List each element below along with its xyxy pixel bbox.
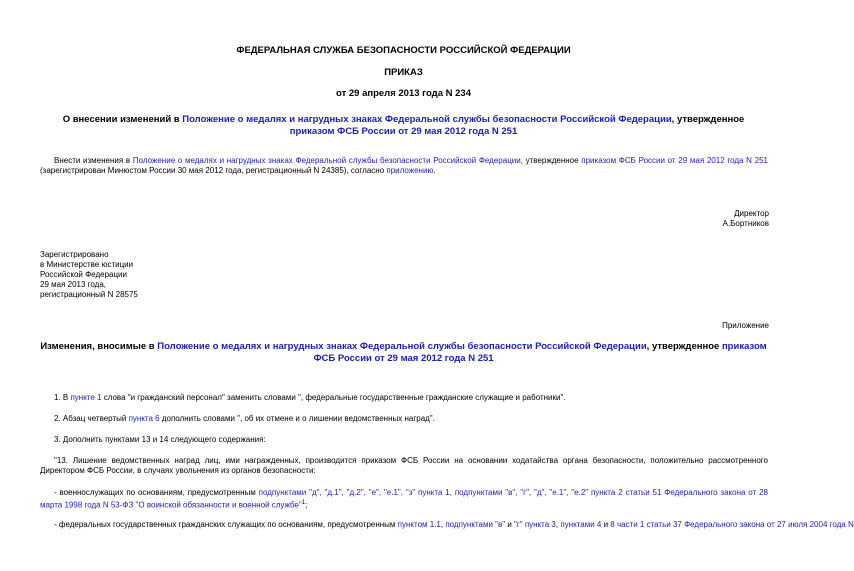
registration-line-2: в Министерстве юстиции: [40, 260, 134, 269]
document-type: ПРИКАЗ: [384, 67, 423, 78]
item-1-text-a: 1. В: [54, 393, 71, 402]
intro-text-3: (зарегистрирован Минюстом России 30 мая 2012 года, регистрационный N 24385), согласно: [40, 166, 387, 175]
intro-order-link[interactable]: приказом ФСБ России от 29 мая 2012 года N 251: [581, 156, 769, 165]
bullet-civil-sep-3: ,: [555, 520, 561, 529]
intro-paragraph: [40, 156, 768, 176]
intro-appendix-link[interactable]: приложению: [386, 166, 434, 175]
intro-regulation-link[interactable]: Положение о медалях и нагрудных знаках Федеральной службы безопасности Российской Федерации: [132, 156, 521, 165]
item-1-text-b: слова "и гражданский персонал" заменить словами ", федеральные государственные гражданские служащие и работники".: [101, 393, 566, 402]
signature-block: [723, 209, 769, 229]
intro-text-1: Внести изменения в: [54, 156, 133, 165]
signature-position: Директор: [734, 209, 769, 218]
title-regulation-link[interactable]: Положение о медалях и нагрудных знаках Федеральной службы безопасности Российской Федерации: [182, 114, 672, 125]
changes-title-mid: , утвержденное: [646, 341, 722, 352]
registration-line-5: регистрационный N 28575: [40, 290, 138, 299]
changes-title-order-link[interactable]: приказом ФСБ России от 29 мая 2012 года N 251: [313, 341, 767, 364]
document-date-number: от 29 апреля 2013 года N 234: [336, 88, 471, 99]
signature-name: А.Бортников: [722, 219, 769, 228]
changes-title-regulation-link[interactable]: Положение о медалях и нагрудных знаках Федеральной службы безопасности Российской Федерации: [157, 341, 647, 352]
bullet-military-law-link[interactable]: подпунктами "д", "д.1", "д.2", "е", "е.1", "з" пункта 1, подпунктами "в", "г", "д", "е.1", "е.2" пункта 2 статьи 51 Федерального закона от 28 марта 1998 года N 53-ФЗ "О воинской обязанности и военной службе": [40, 488, 768, 510]
bullet-civil-sep-2: и: [505, 520, 515, 529]
item-3: 3. Дополнить пунктами 13 и 14 следующего содержания:: [54, 435, 266, 444]
bullet-civil-servants: [54, 520, 854, 530]
bullet-civil-sep-4: и: [601, 520, 611, 529]
item-2-text-b: дополнить словами ", об их отмене и о лишении ведомственных наград".: [159, 414, 435, 423]
bullet-civil-link-3[interactable]: "г" пункта 3: [514, 520, 556, 529]
order-title: [40, 114, 767, 138]
registration-block: [40, 250, 138, 300]
title-prefix: О внесении изменений в: [62, 114, 183, 125]
bullet-civil-link-1[interactable]: пунктом 1.1: [397, 520, 441, 529]
item-1: [54, 393, 768, 403]
item-2-link[interactable]: пункта 6: [128, 414, 160, 423]
bullet-civil-link-4[interactable]: пунктами 4: [560, 520, 602, 529]
intro-text-4: .: [433, 166, 436, 175]
changes-title: [40, 341, 767, 365]
agency-heading: ФЕДЕРАЛЬНАЯ СЛУЖБА БЕЗОПАСНОСТИ РОССИЙСКОЙ ФЕДЕРАЦИИ: [236, 45, 571, 56]
bullet-military-text-a: - военнослужащих по основаниям, предусмотренным: [54, 488, 259, 497]
bullet-civil-sep-1: ,: [440, 520, 446, 529]
item-1-link[interactable]: пункте 1: [70, 393, 102, 402]
registration-line-1: Зарегистрировано: [40, 250, 109, 259]
registration-line-4: 29 мая 2013 года,: [40, 280, 106, 289]
intro-text-2: , утвержденное: [520, 156, 582, 165]
bullet-military-footnote[interactable]: 1: [301, 500, 306, 506]
changes-title-prefix: Изменения, вносимые в: [40, 341, 158, 352]
item-2: [54, 414, 768, 424]
title-mid: , утвержденное: [671, 114, 745, 125]
registration-line-3: Российской Федерации: [40, 270, 127, 279]
bullet-civil-link-5[interactable]: 8 части 1 статьи 37 Федерального закона от 27 июля 2004 года N: [610, 520, 854, 529]
bullet-military: [40, 488, 768, 511]
appendix-label: Приложение: [722, 321, 769, 330]
bullet-civil-text-a: - федеральных государственных гражданских служащих по основаниям, предусмотренным: [54, 520, 398, 529]
bullet-civil-link-2[interactable]: подпунктами "в": [445, 520, 506, 529]
item-2-text-a: 2. Абзац четвертый: [54, 414, 129, 423]
paragraph-13: "13. Лишение ведомственных наград лиц, ими награжденных, производится приказом ФСБ России на основании ходатайства органа безопасности, положительно рассмотренного Директором ФСБ России, в случаях увольнения из органов безопасности:: [40, 456, 768, 475]
bullet-military-text-b: ;: [305, 500, 308, 510]
title-order-link[interactable]: приказом ФСБ России от 29 мая 2012 года N 251: [289, 126, 518, 137]
